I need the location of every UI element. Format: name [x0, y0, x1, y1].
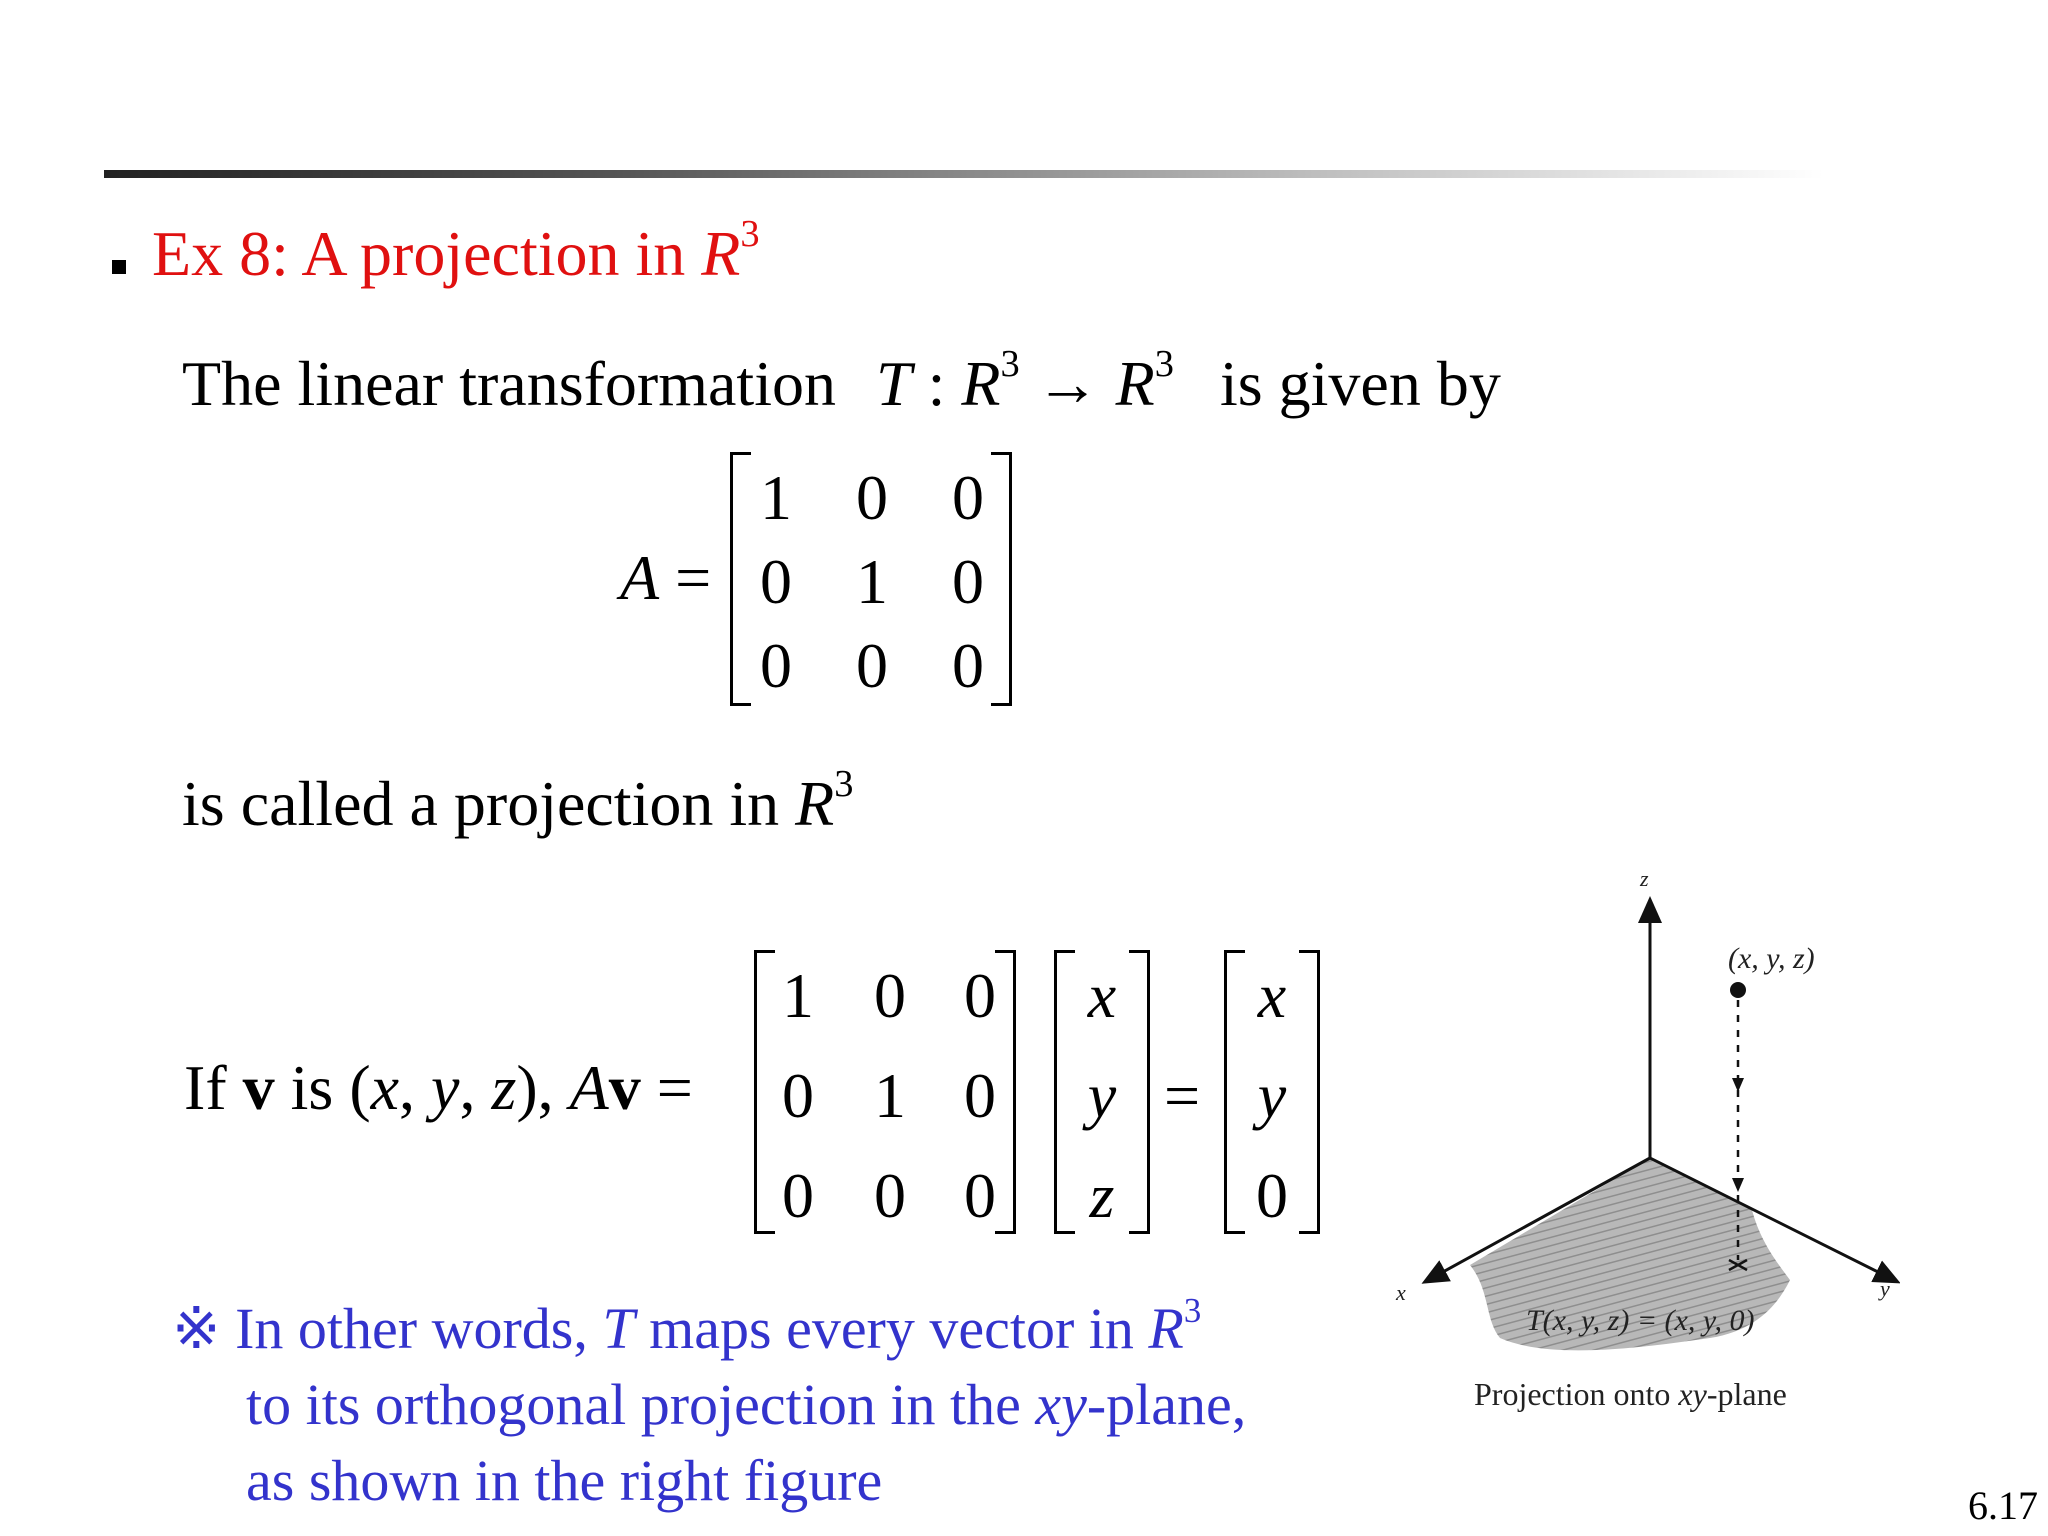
- note-line-3: as shown in the right figure: [246, 1448, 883, 1513]
- projection-arrowhead-1: [1732, 1078, 1744, 1092]
- matrix-cell: 0: [952, 546, 984, 617]
- projection-arrowhead-2: [1732, 1178, 1744, 1192]
- matrix-a-product: [754, 950, 1016, 1234]
- projection-statement: is called a projection in $R^3$: [182, 763, 854, 839]
- matrix-cell: 0: [964, 960, 996, 1031]
- matrix-cell: 0: [964, 1160, 996, 1231]
- projection-figure: [1380, 860, 1900, 1430]
- note-line-1: ※ In other words, T maps every vector in $R^3$: [172, 1290, 1202, 1361]
- matrix-a-label: A =: [620, 542, 712, 613]
- point-label: (x, y, z): [1728, 942, 1815, 975]
- vector-cell: 0: [1256, 1160, 1288, 1231]
- right-bracket: [1129, 950, 1150, 1234]
- matrix-cell: 0: [874, 1160, 906, 1231]
- matrix-cell: 0: [874, 960, 906, 1031]
- reference-mark-icon: ※: [172, 1296, 221, 1361]
- matrix-cell: 1: [782, 960, 814, 1031]
- z-axis-label: z: [1640, 866, 1649, 891]
- matrix-cell: 0: [782, 1160, 814, 1231]
- y-axis-label: y: [1880, 1276, 1890, 1301]
- bullet-square-icon: [112, 260, 126, 274]
- figure-caption: Projection onto xy-plane: [1474, 1376, 1787, 1412]
- matrix-cell: 1: [856, 546, 888, 617]
- matrix-cell: 0: [856, 462, 888, 533]
- matrix-cell: 0: [856, 630, 888, 701]
- point-xyz-dot: [1730, 982, 1746, 998]
- definition-line: The linear transformation T : $R^3 \to R^3$ is given by: [182, 343, 1501, 419]
- vector-xy0: [1224, 950, 1320, 1234]
- matrix-a: [730, 452, 1012, 706]
- x-axis-label: x: [1396, 1280, 1406, 1305]
- projection-diagram: [1380, 860, 1900, 1430]
- right-bracket: [1299, 950, 1320, 1234]
- matrix-cell: 1: [874, 1060, 906, 1131]
- matrix-cell: 0: [952, 630, 984, 701]
- vector-cell: x: [1087, 960, 1117, 1031]
- vector-cell: y: [1257, 1060, 1287, 1131]
- matrix-cell: 0: [760, 546, 792, 617]
- equals-sign: =: [1164, 1060, 1201, 1131]
- matrix-cell: 1: [760, 462, 792, 533]
- matrix-cell: 0: [952, 462, 984, 533]
- note-line-2: to its orthogonal projection in the xy-plane,: [246, 1372, 1247, 1437]
- vector-cell: x: [1257, 960, 1287, 1031]
- vector-cell: y: [1087, 1060, 1117, 1131]
- title-divider: [104, 170, 1824, 178]
- matrix-cell: 0: [760, 630, 792, 701]
- example-heading: Ex 8: A projection in $R^3$: [152, 213, 760, 289]
- image-label: T(x, y, z) = (x, y, 0): [1526, 1304, 1755, 1337]
- slide-number: 6.17: [1968, 1483, 2038, 1528]
- matrix-cell: 0: [964, 1060, 996, 1131]
- vector-xyz: [1054, 950, 1150, 1234]
- vector-cell: z: [1089, 1160, 1115, 1231]
- av-expression: If v is (x, y, z), Av =: [184, 1052, 693, 1123]
- matrix-cell: 0: [782, 1060, 814, 1131]
